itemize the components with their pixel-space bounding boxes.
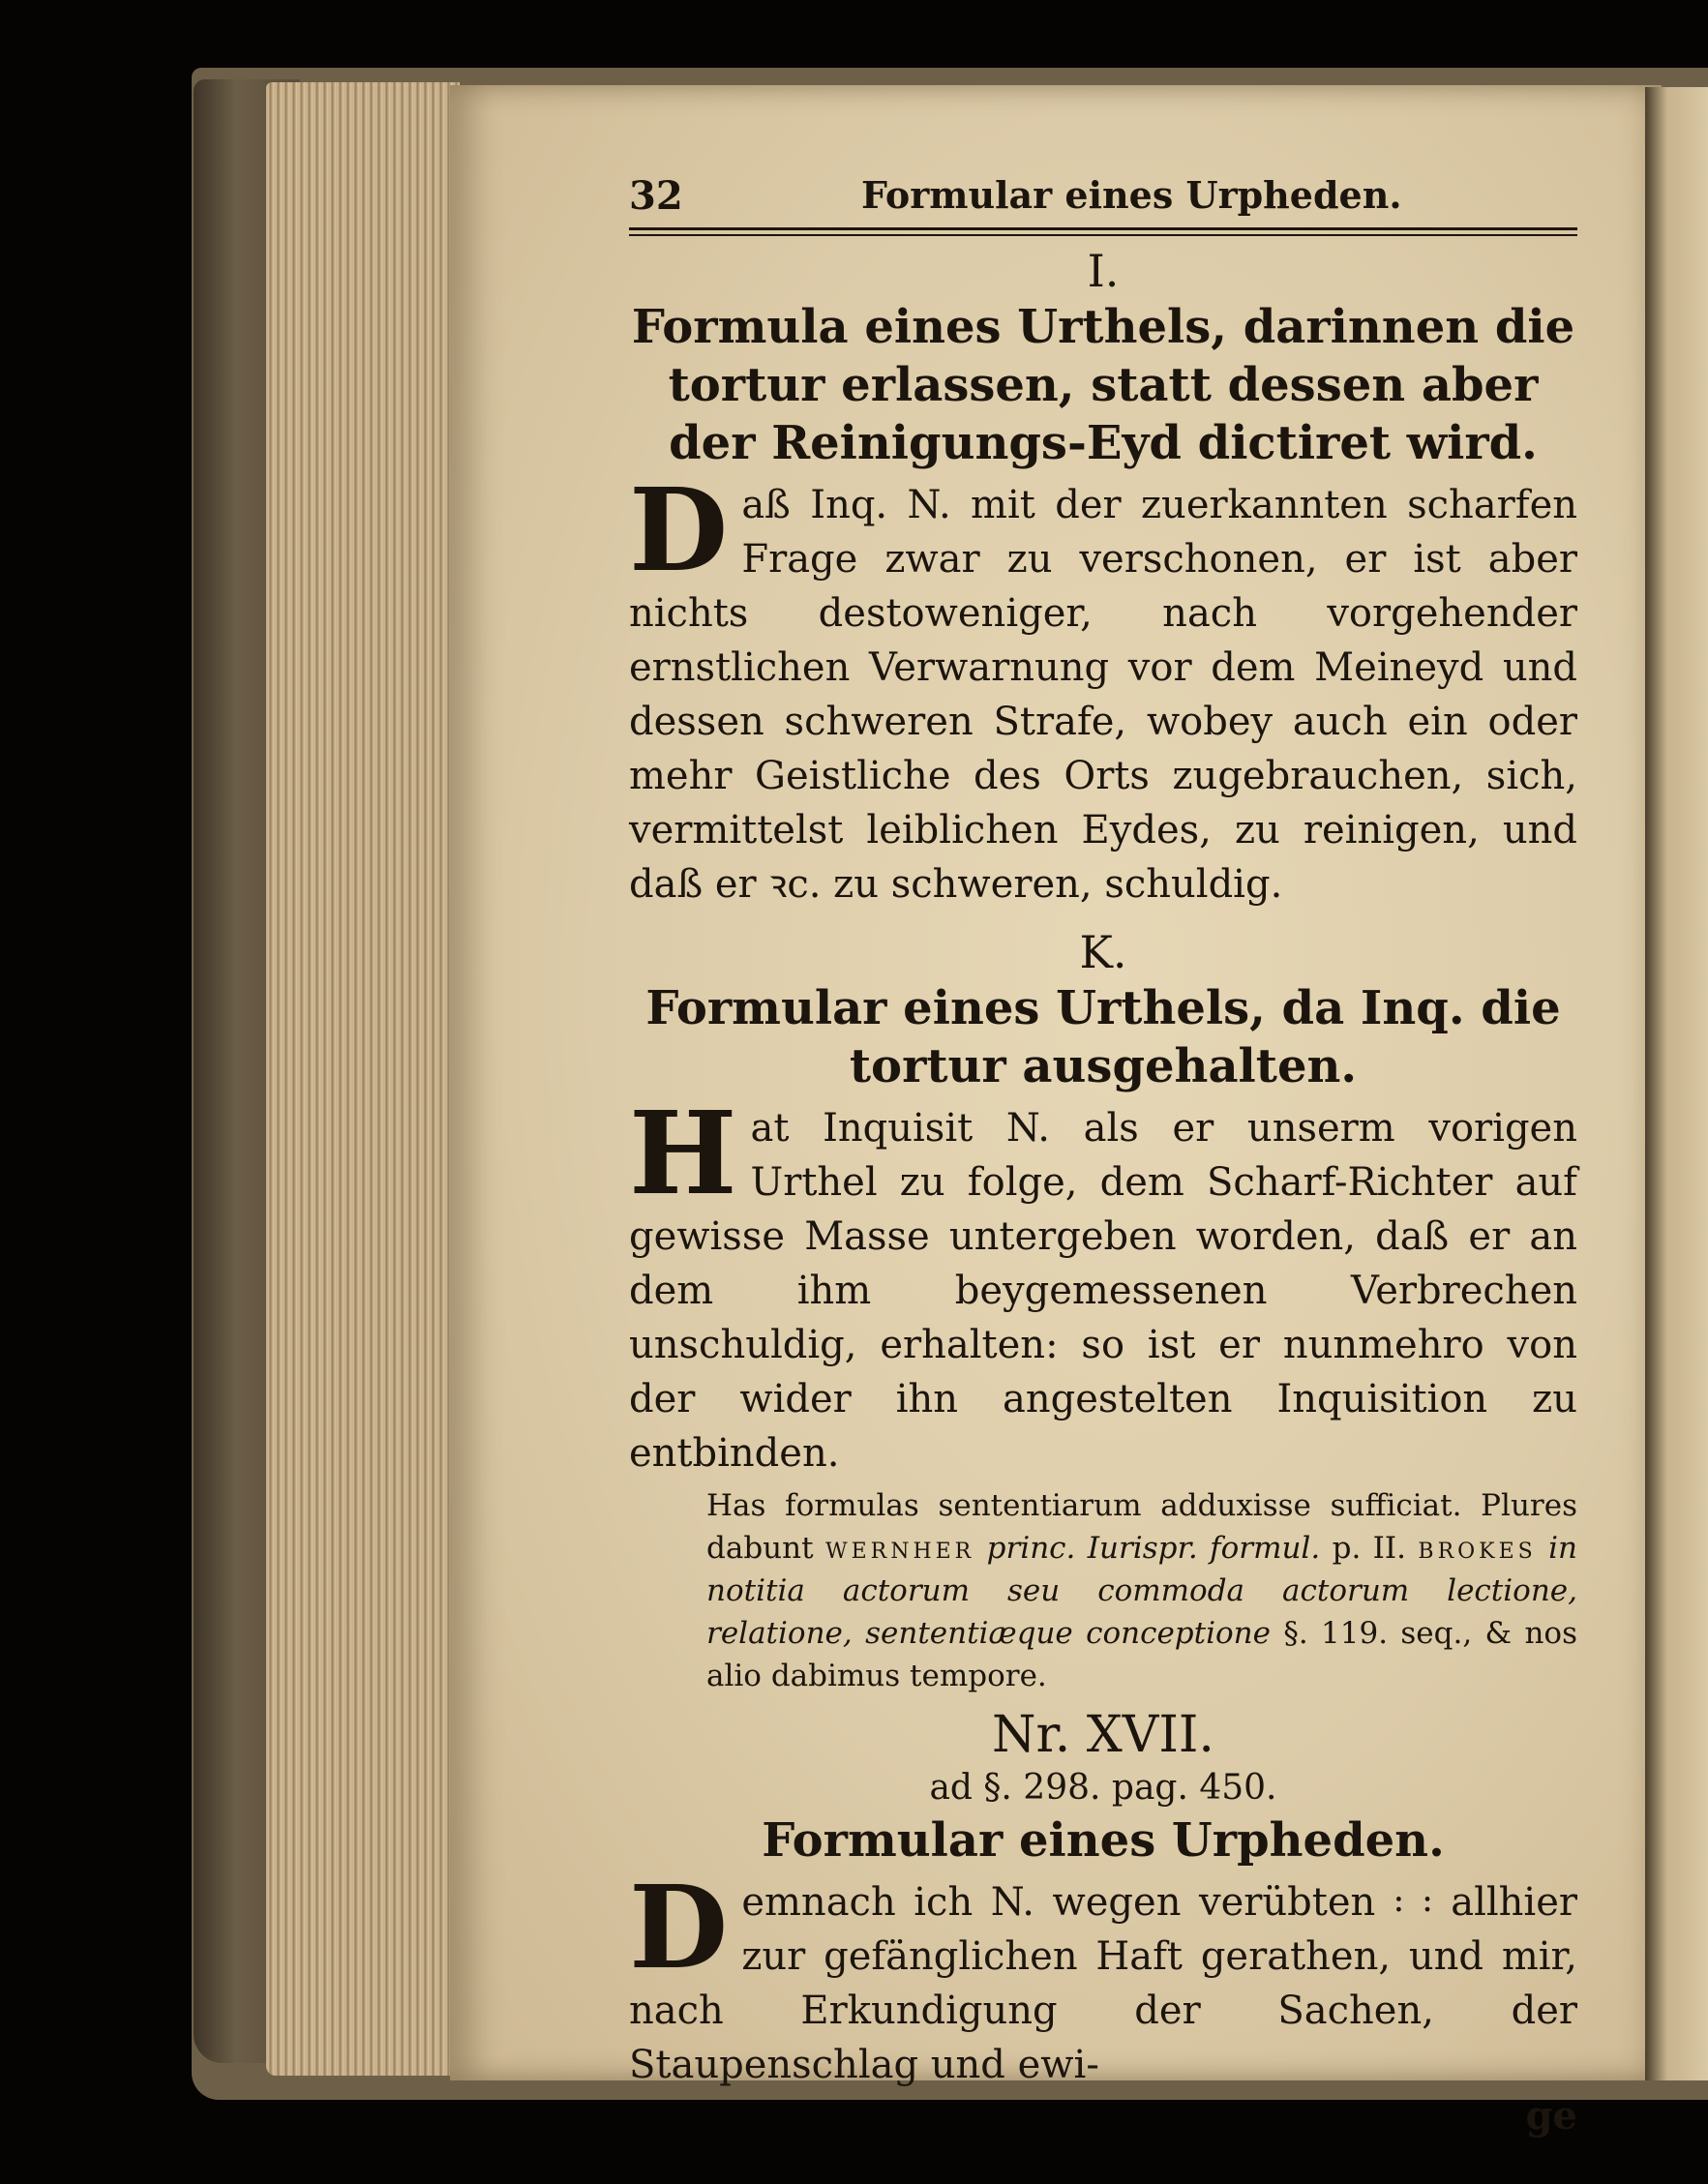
note-text: §. 119. seq., & nos alio dabimus tempore. [706, 1616, 1577, 1693]
section-k-heading: Formular eines Urthels, da Inq. die tortur ausgehalten. [645, 981, 1561, 1093]
section-nr-body: emnach ich N. wegen verübten ꞉ ꞉ allhier zur gefänglichen Haft gerathen, und mir, nach Erkundigung der Sachen, der Staupenschlag und ewi- [629, 1880, 1577, 2087]
section-letter-i: I. [1087, 245, 1120, 297]
note-text: Has formulas sententiarum adduxisse sufficiat. Plures dabunt [706, 1488, 1577, 1566]
note-author: wernher [824, 1531, 975, 1566]
note-citation: princ. Iurispr. formul. [986, 1531, 1321, 1566]
page-edges [266, 82, 460, 2076]
running-title: Formular eines Urpheden. [861, 173, 1402, 217]
section-letter-k: K. [1079, 926, 1127, 978]
section-k-paragraph [629, 1086, 1577, 1481]
running-header [629, 169, 1577, 230]
note-citation: in notitia actorum seu commoda actorum lectione, relatione, sententiæque conceptione [706, 1531, 1578, 1651]
dropcap: D [629, 1860, 729, 1994]
note-text: p. II. [1332, 1531, 1407, 1566]
section-k-body: at Inquisit N. als er unserm vorigen Urthel zu folge, dem Scharf-Richter auf gewisse Masse untergeben worden, daß er an dem ihm beygemessenen Verbrechen unschuldig, erhalten: so ist er nunmehro von der wider ihn angestelten Inquisition zu entbinden. [629, 1106, 1577, 1476]
page-content [629, 169, 1577, 2140]
section-reference: ad §. 298. pag. 450. [929, 1768, 1277, 1808]
latin-note [706, 1484, 1577, 1697]
section-i-paragraph [629, 463, 1577, 912]
page-number: 32 [629, 173, 683, 219]
note-author: brokes [1418, 1531, 1537, 1566]
dropcap: D [629, 463, 729, 597]
dropcap: H [629, 1086, 737, 1220]
section-i-body: aß Inq. N. mit der zuerkannten scharfen Frage zwar zu verschonen, er ist aber nichts destoweniger, nach vorgehender ernstlichen Verwarnung vor dem Meineyd und dessen schweren Strafe, wobey auch ein oder mehr Geistliche des Orts zugebrauchen, sich, vermittelst leiblichen Eydes, zu reinigen, und daß er ꝛc. zu schweren, schuldig. [629, 483, 1577, 907]
catchword: ge [1525, 2093, 1577, 2139]
facing-page-edge [1645, 87, 1708, 2080]
section-nr-heading: Formular eines Urpheden. [762, 1813, 1445, 1868]
section-nr-paragraph [629, 1860, 1577, 2092]
section-number: Nr. XVII. [992, 1706, 1214, 1764]
section-i-heading: Formula eines Urthels, darinnen die tortur erlassen, statt dessen aber der Reinigungs-Eyd dictiret wird. [631, 300, 1575, 470]
